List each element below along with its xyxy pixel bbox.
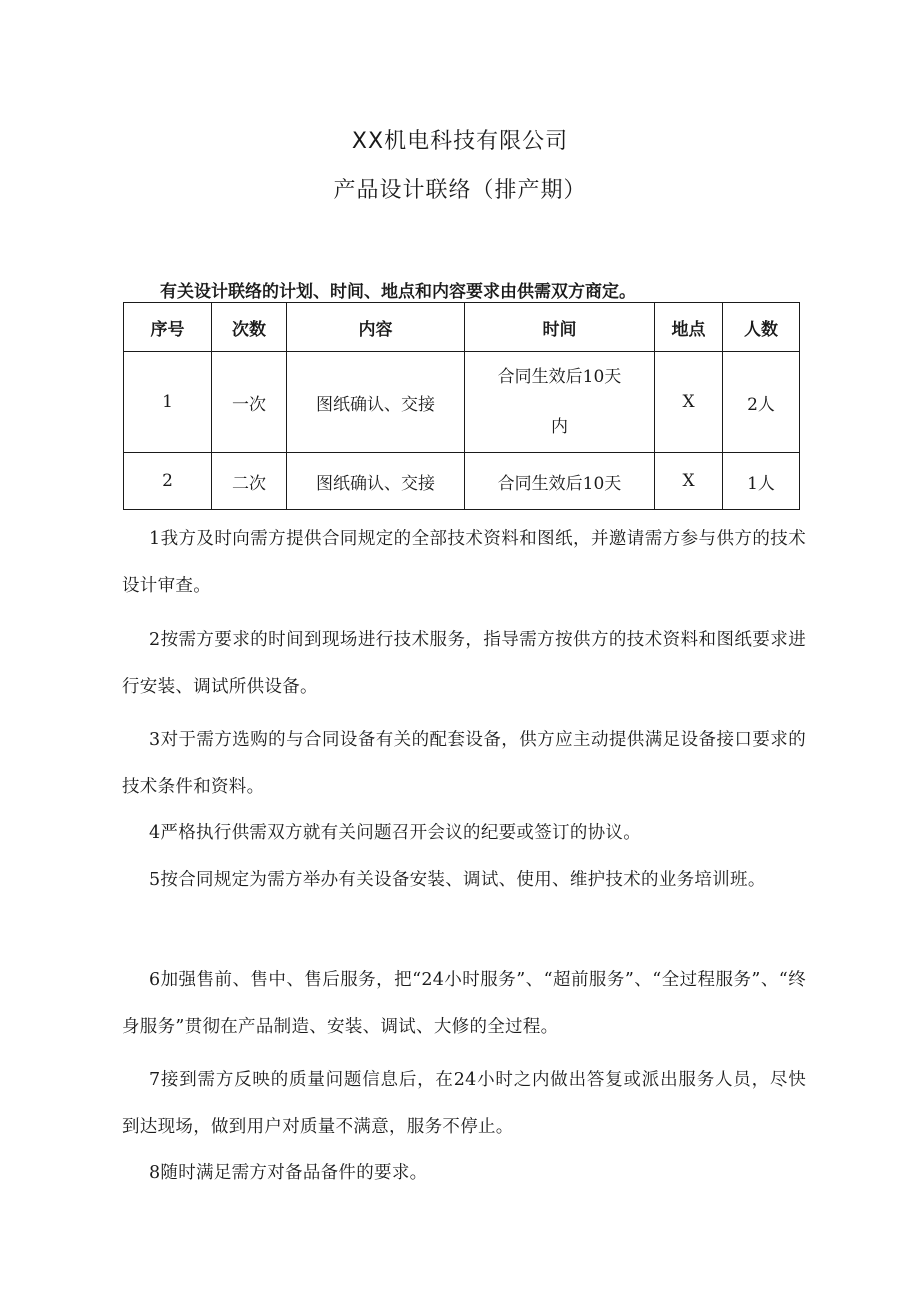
clause-5: 5按合同规定为需方举办有关设备安装、调试、使用、维护技术的业务培训班。 (149, 870, 766, 890)
cell-time-line2: 内 (551, 417, 568, 437)
design-liaison-table (123, 302, 800, 510)
table-row (124, 453, 800, 510)
cell-time: 合同生效后10天 (465, 453, 655, 510)
cell-people: 1人 (723, 453, 800, 510)
cell-index: 1 (124, 352, 212, 453)
header-content: 内容 (287, 303, 465, 352)
cell-index: 2 (124, 453, 212, 510)
table-header-row (124, 303, 800, 352)
cell-place: X (655, 352, 723, 453)
clause-8: 8随时满足需方对备品备件的要求。 (149, 1163, 428, 1183)
header-place: 地点 (655, 303, 723, 352)
clause-2: 2按需方要求的时间到现场进行技术服务，指导需方按供方的技术资料和图纸要求进行安装、调试所供设备。 (122, 630, 806, 697)
clause-7: 7接到需方反映的质量问题信息后，在24小时之内做出答复或派出服务人员，尽快到达现场，做到用户对质量不满意，服务不停止。 (122, 1070, 806, 1137)
document-title: 产品设计联络（排产期） (333, 178, 587, 203)
cell-content: 图纸确认、交接 (287, 453, 465, 510)
clause-6: 6加强售前、售中、售后服务，把“24小时服务”、“超前服务”、“全过程服务”、“终身服务”贯彻在产品制造、安装、调试、大修的全过程。 (122, 970, 806, 1037)
cell-content: 图纸确认、交接 (287, 352, 465, 453)
design-liaison-note: 有关设计联络的计划、时间、地点和内容要求由供需双方商定。 (160, 282, 636, 302)
company-name: XX机电科技有限公司 (351, 129, 569, 154)
cell-count: 一次 (212, 352, 287, 453)
cell-place: X (655, 453, 723, 510)
header-index: 序号 (124, 303, 212, 352)
cell-people: 2人 (723, 352, 800, 453)
header-time: 时间 (465, 303, 655, 352)
table-row (124, 352, 800, 453)
clause-4: 4严格执行供需双方就有关问题召开会议的纪要或签订的协议。 (149, 823, 642, 843)
cell-time (465, 352, 655, 453)
clause-3: 3对于需方选购的与合同设备有关的配套设备，供方应主动提供满足设备接口要求的技术条件和资料。 (122, 730, 806, 797)
clause-1: 1我方及时向需方提供合同规定的全部技术资料和图纸，并邀请需方参与供方的技术设计审查。 (122, 529, 806, 596)
cell-time-line1: 合同生效后10天 (497, 367, 622, 387)
header-people: 人数 (723, 303, 800, 352)
cell-count: 二次 (212, 453, 287, 510)
header-count: 次数 (212, 303, 287, 352)
